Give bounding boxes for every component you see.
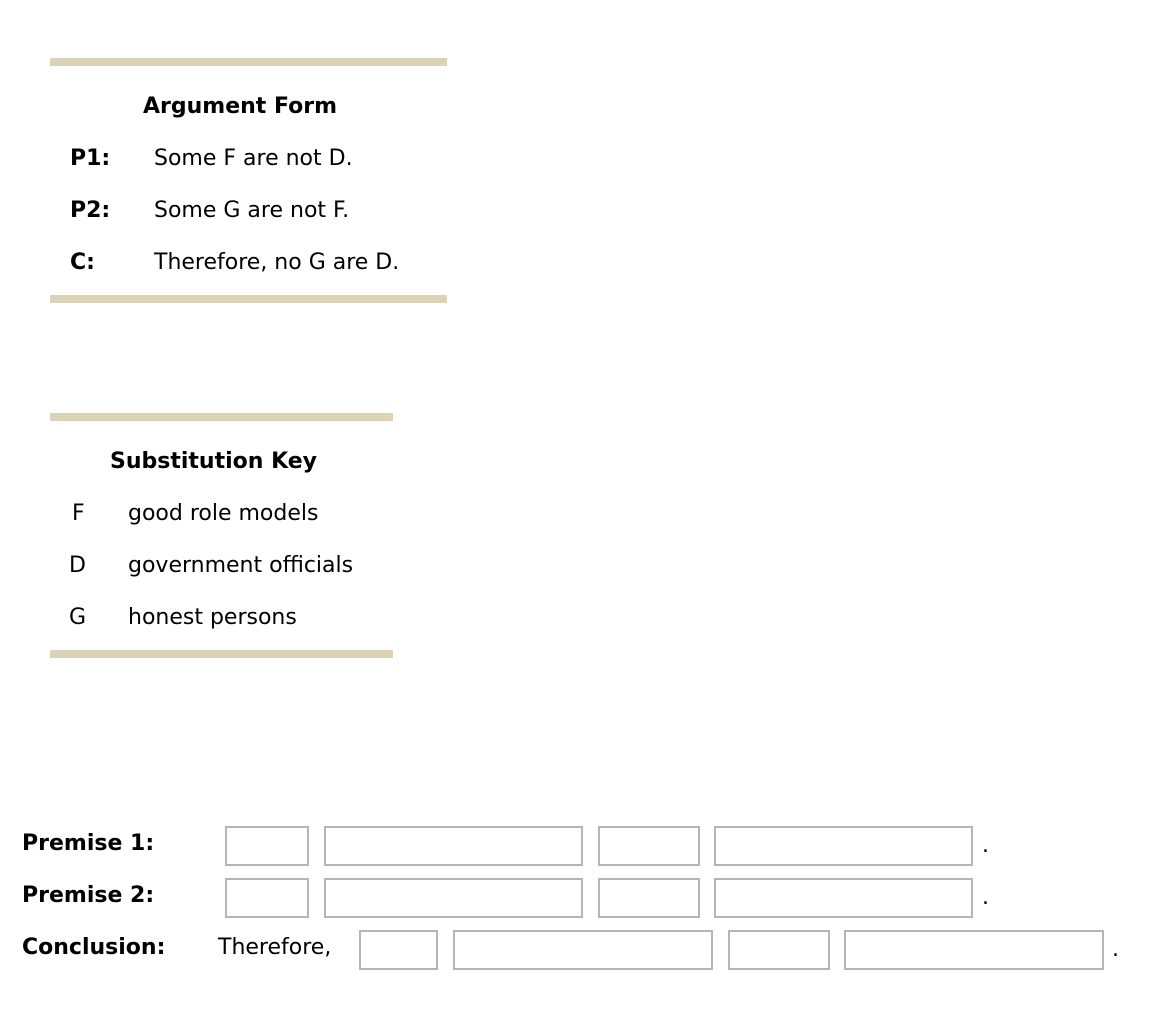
premise2-quantifier-input[interactable] [225, 878, 309, 918]
key-row-text-f: good role models [128, 501, 319, 526]
key-row-text-d: government officials [128, 553, 354, 578]
premise2-predicate-input[interactable] [714, 878, 973, 918]
argument-form-title: Argument Form [143, 94, 337, 119]
premise2-label: Premise 2: [22, 883, 155, 908]
premise1-period: . [982, 833, 989, 858]
conclusion-predicate-input[interactable] [844, 930, 1104, 970]
form-row-text-c: Therefore, no G are D. [154, 250, 400, 275]
premise1-predicate-input[interactable] [714, 826, 973, 866]
form-row-label-p1: P1: [70, 146, 111, 171]
premise1-copula-input[interactable] [598, 826, 700, 866]
conclusion-label: Conclusion: [22, 935, 166, 960]
substitution-key-panel [50, 413, 393, 658]
key-row-label-g: G [69, 605, 87, 630]
premise2-subject-input[interactable] [324, 878, 583, 918]
form-row-label-p2: P2: [70, 198, 111, 223]
form-row-text-p1: Some F are not D. [154, 146, 353, 171]
key-row-label-d: D [69, 553, 86, 578]
form-row-label-c: C: [70, 250, 95, 275]
conclusion-subject-input[interactable] [453, 930, 713, 970]
conclusion-therefore-text: Therefore, [218, 935, 332, 960]
argument-form-panel [50, 58, 447, 303]
key-row-text-g: honest persons [128, 605, 297, 630]
premise1-quantifier-input[interactable] [225, 826, 309, 866]
premise1-subject-input[interactable] [324, 826, 583, 866]
conclusion-copula-input[interactable] [728, 930, 830, 970]
substitution-key-title: Substitution Key [110, 449, 318, 474]
conclusion-quantifier-input[interactable] [359, 930, 438, 970]
premise2-copula-input[interactable] [598, 878, 700, 918]
premise2-period: . [982, 885, 989, 910]
key-row-label-f: F [72, 501, 85, 526]
conclusion-period: . [1112, 937, 1119, 962]
form-row-text-p2: Some G are not F. [154, 198, 350, 223]
premise1-label: Premise 1: [22, 831, 155, 856]
